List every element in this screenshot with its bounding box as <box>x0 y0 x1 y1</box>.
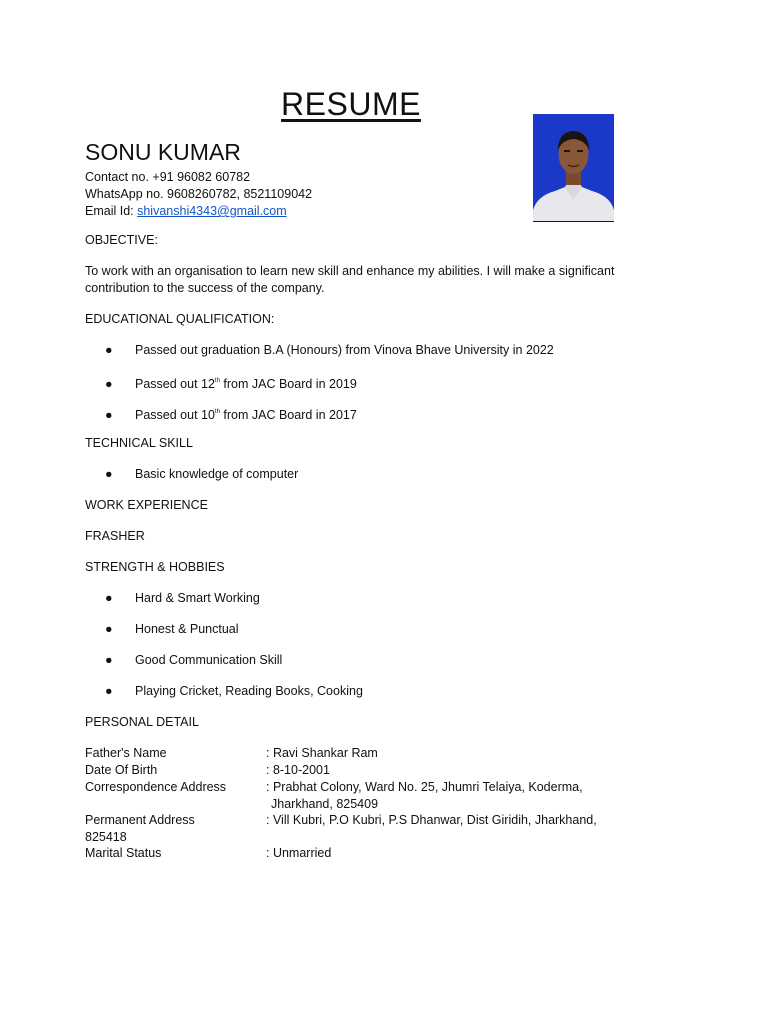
permanent-pincode: 825418 <box>85 830 127 844</box>
work-heading: WORK EXPERIENCE <box>85 498 208 512</box>
marital-label: Marital Status <box>85 846 162 860</box>
correspondence-value-line2: Jharkhand, 825409 <box>271 797 379 811</box>
contact-block <box>85 169 312 220</box>
email-label: Email Id: <box>85 204 138 218</box>
work-text: FRASHER <box>85 529 145 543</box>
email-link[interactable]: shivanshi4343@gmail.com <box>137 204 287 218</box>
education-item: ● Passed out 12th from JAC Board in 2019 <box>105 377 357 391</box>
marital-value: : Unmarried <box>266 846 332 860</box>
contact-email-row <box>85 203 312 220</box>
bullet-marker: ● <box>105 467 113 481</box>
father-value: : Ravi Shankar Ram <box>266 746 378 760</box>
resume-title: RESUME <box>281 86 421 122</box>
strength-heading: STRENGTH & HOBBIES <box>85 560 225 574</box>
correspondence-value-line1: : Prabhat Colony, Ward No. 25, Jhumri Telaiya, Koderma, <box>266 780 583 794</box>
correspondence-label: Correspondence Address <box>85 780 227 794</box>
education-item: ● Passed out 10th from JAC Board in 2017 <box>105 408 357 422</box>
strength-item: ● Hard & Smart Working <box>105 591 260 605</box>
permanent-value: : Vill Kubri, P.O Kubri, P.S Dhanwar, Dist Giridih, Jharkhand, <box>266 813 597 827</box>
bullet-marker: ● <box>105 343 113 357</box>
education-item: ● Passed out graduation B.A (Honours) from Vinova Bhave University in 2022 <box>105 343 554 357</box>
contact-phone: Contact no. +91 96082 60782 <box>85 170 251 184</box>
father-label: Father's Name <box>85 746 167 760</box>
bullet-marker: ● <box>105 591 113 605</box>
bullet-marker: ● <box>105 653 113 667</box>
bullet-marker: ● <box>105 684 113 698</box>
contact-whatsapp: WhatsApp no. 9608260782, 8521109042 <box>85 187 313 201</box>
education-heading: EDUCATIONAL QUALIFICATION: <box>85 312 275 326</box>
objective-heading: OBJECTIVE: <box>85 233 158 247</box>
permanent-label: Permanent Address <box>85 813 195 827</box>
strength-item: ● Good Communication Skill <box>105 653 283 667</box>
portrait-image <box>533 114 614 221</box>
profile-photo <box>533 114 614 222</box>
technical-heading: TECHNICAL SKILL <box>85 436 193 450</box>
dob-value: : 8-10-2001 <box>266 763 330 777</box>
strength-item: ● Playing Cricket, Reading Books, Cooking <box>105 684 363 698</box>
bullet-marker: ● <box>105 408 113 422</box>
bullet-marker: ● <box>105 377 113 391</box>
candidate-name: SONU KUMAR <box>85 139 241 165</box>
personal-heading: PERSONAL DETAIL <box>85 715 199 729</box>
bullet-marker: ● <box>105 622 113 636</box>
dob-label: Date Of Birth <box>85 763 158 777</box>
strength-item: ● Honest & Punctual <box>105 622 239 636</box>
technical-item: ● Basic knowledge of computer <box>105 467 299 481</box>
objective-text: To work with an organisation to learn new skill and enhance my abilities. I will make a significant contribution to the success of the company. <box>85 264 615 295</box>
